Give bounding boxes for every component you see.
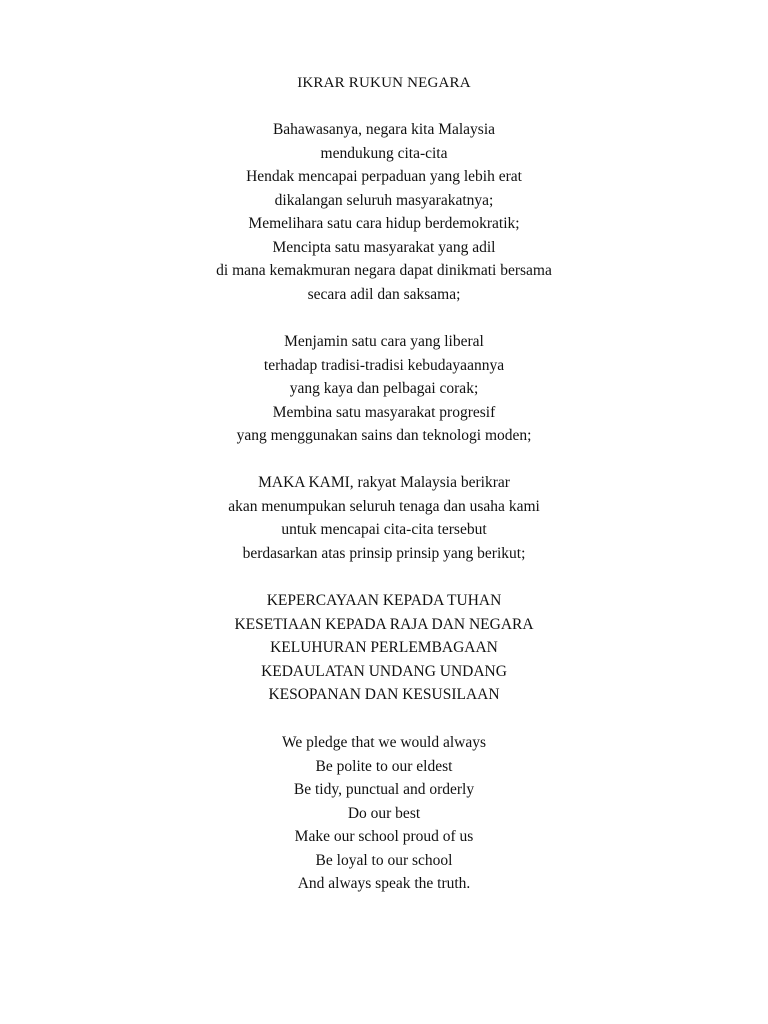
poem-line: secara adil dan saksama; bbox=[307, 285, 461, 303]
principle-line: KELUHURAN PERLEMBAGAAN bbox=[270, 639, 498, 656]
stanza-principles bbox=[0, 589, 768, 707]
poem-line: terhadap tradisi-tradisi kebudayaannya bbox=[263, 356, 505, 374]
principle-line: KEPERCAYAAN KEPADA TUHAN bbox=[266, 592, 502, 609]
stanza-liberal bbox=[0, 330, 768, 448]
poem-line: And always speak the truth. bbox=[297, 875, 471, 892]
document-title: IKRAR RUKUN NEGARA bbox=[297, 75, 471, 91]
poem-line: akan menumpukan seluruh tenaga dan usaha kami bbox=[228, 497, 540, 515]
poem-line: Membina satu masyarakat progresif bbox=[272, 403, 496, 421]
poem-line: mendukung cita-cita bbox=[320, 144, 448, 162]
poem-line: MAKA KAMI, rakyat Malaysia berikrar bbox=[258, 474, 510, 491]
poem-line: We pledge that we would always bbox=[281, 734, 487, 751]
poem-line: dikalangan seluruh masyarakatnya; bbox=[274, 191, 494, 209]
principle-line: KEDAULATAN UNDANG UNDANG bbox=[261, 662, 507, 680]
poem-line: yang kaya dan pelbagai corak; bbox=[289, 380, 479, 397]
poem-line: Memelihara satu cara hidup berdemokratik; bbox=[248, 215, 520, 232]
poem-line: di mana kemakmuran negara dapat dinikmati bersama bbox=[216, 262, 552, 279]
principle-line: KESETIAAN KEPADA RAJA DAN NEGARA bbox=[234, 615, 534, 633]
poem-line: untuk mencapai cita-cita tersebut bbox=[281, 521, 487, 538]
poem-line: Be loyal to our school bbox=[315, 851, 453, 869]
poem-line: Hendak mencapai perpaduan yang lebih erat bbox=[246, 168, 522, 185]
poem-line: berdasarkan atas prinsip prinsip yang berikut; bbox=[242, 544, 526, 562]
stanza-school-pledge bbox=[0, 731, 768, 896]
poem-line: Make our school proud of us bbox=[294, 828, 474, 845]
poem-line: Bahawasanya, negara kita Malaysia bbox=[272, 121, 496, 138]
poem-line: Be tidy, punctual and orderly bbox=[293, 781, 475, 798]
poem-line: Do our best bbox=[347, 804, 421, 822]
stanza-preamble bbox=[0, 118, 768, 306]
poem-line: Menjamin satu cara yang liberal bbox=[284, 333, 484, 350]
poem-line: Be polite to our eldest bbox=[315, 757, 453, 775]
poem-line: yang menggunakan sains dan teknologi moden; bbox=[236, 427, 532, 444]
poem-line: Mencipta satu masyarakat yang adil bbox=[272, 238, 496, 256]
principle-line: KESOPANAN DAN KESUSILAAN bbox=[268, 686, 500, 703]
stanza-pledge bbox=[0, 471, 768, 565]
